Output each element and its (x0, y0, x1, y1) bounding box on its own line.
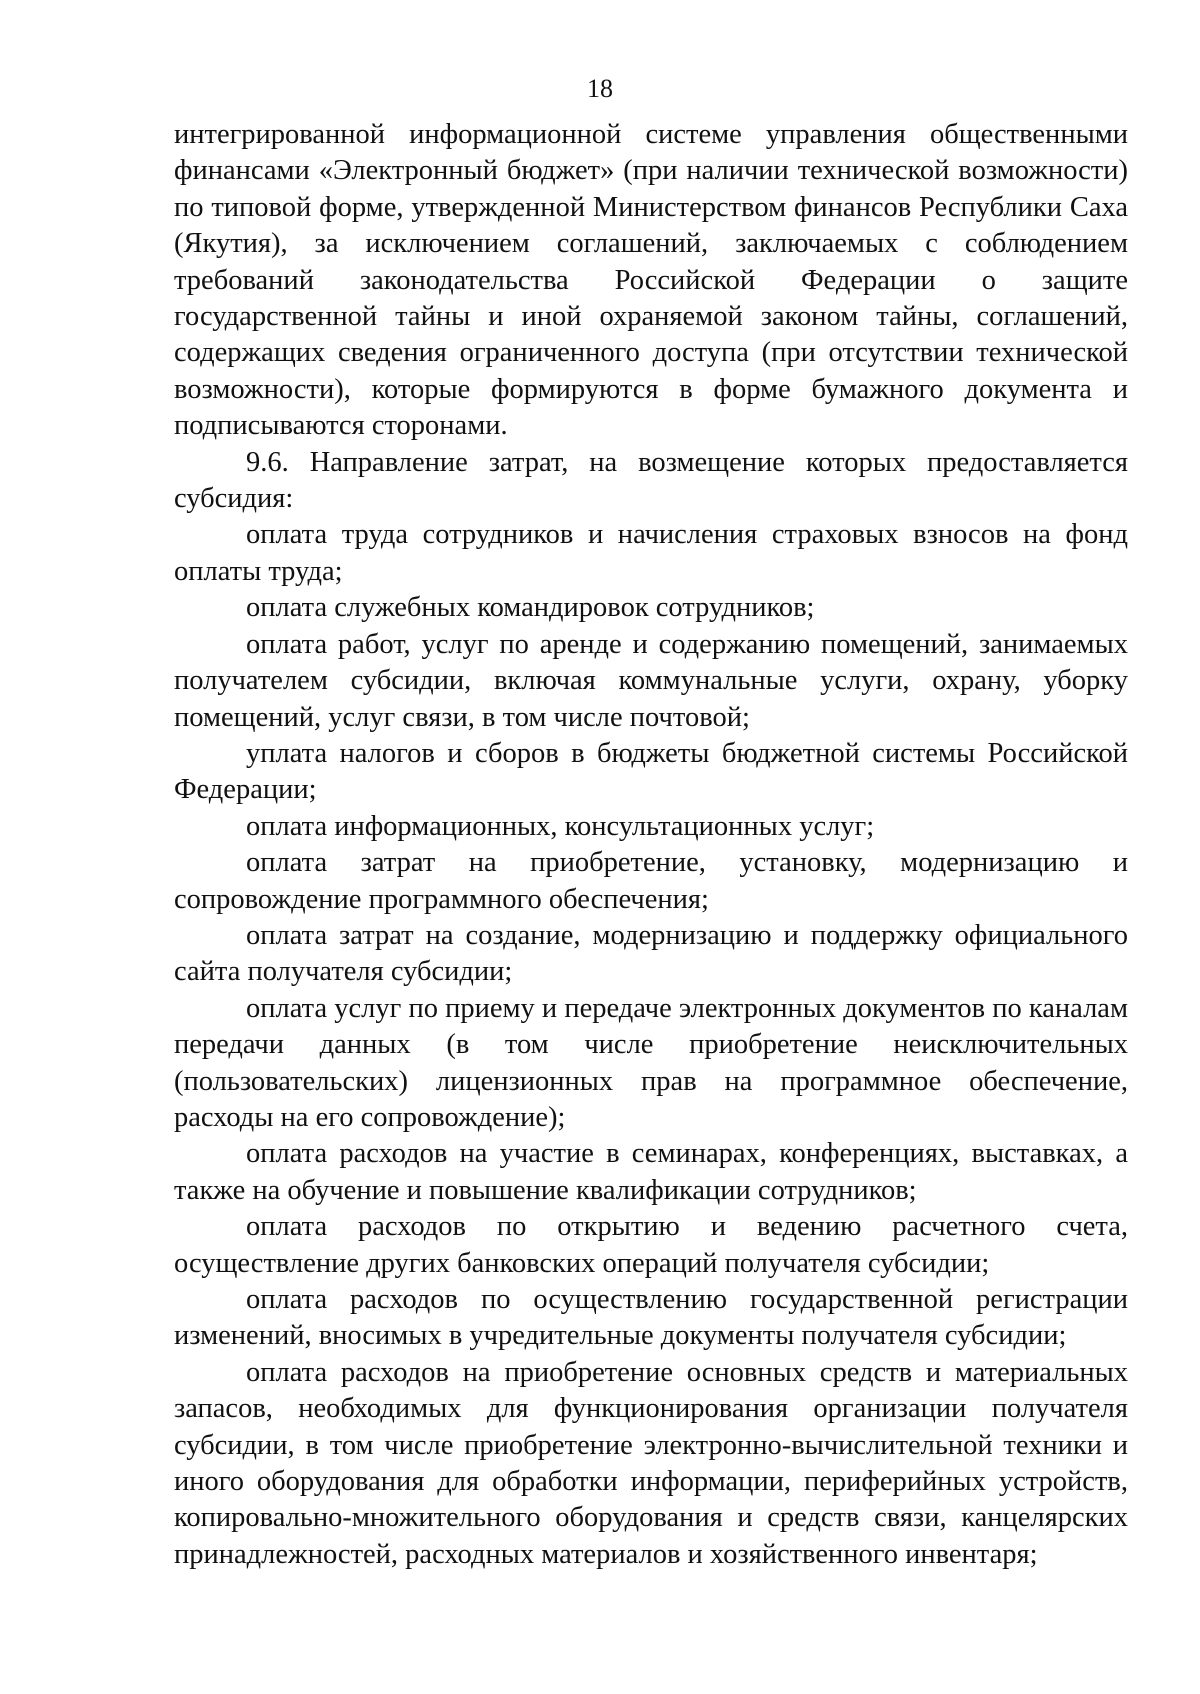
paragraph-list-item: оплата информационных, консультационных услуг; (246, 810, 875, 842)
page-number: 18 (587, 74, 613, 103)
paragraph-list-item: оплата расходов на приобретение основных средств и материальных запасов, необходимых для функционирования организации получателя субсидии, в том числе приобретение электронно-вычислительной техники и иного оборудования для обработки информации, периферийных устройств, копировально-множительного оборудования и средств связи, канцелярских принадлежностей, расходных материалов и хозяйственного инвентаря; (174, 1356, 1128, 1570)
paragraph-clause-9-6: 9.6. Направление затрат, на возмещение которых предоставляется субсидия: (174, 446, 1128, 515)
paragraph-list-item: оплата работ, услуг по аренде и содержанию помещений, занимаемых получателем субсидии, включая коммунальные услуги, охрану, уборку помещений, услуг связи, в том числе почтовой; (174, 628, 1128, 733)
document-body (174, 117, 1128, 1573)
paragraph-list-item: оплата расходов на участие в семинарах, конференциях, выставках, а также на обучение и повышение квалификации сотрудников; (174, 1138, 1128, 1206)
paragraph-list-item: оплата затрат на создание, модернизацию и поддержку официального сайта получателя субсидии; (174, 919, 1128, 988)
paragraph-list-item: оплата труда сотрудников и начисления страховых взносов на фонд оплаты труда; (174, 519, 1128, 587)
paragraph-list-item: уплата налогов и сборов в бюджеты бюджетной системы Российской Федерации; (174, 737, 1128, 806)
paragraph-list-item: оплата затрат на приобретение, установку, модернизацию и сопровождение программного обеспечения; (174, 847, 1128, 915)
paragraph-list-item: оплата расходов по открытию и ведению расчетного счета, осуществление других банковских операций получателя субсидии; (174, 1211, 1128, 1279)
paragraph-list-item: оплата услуг по приему и передаче электронных документов по каналам передачи данных (в том числе приобретение неисключительных (пользовательских) лицензионных прав на программное обеспечение, расходы на его сопровождение); (174, 992, 1128, 1133)
paragraph-list-item: оплата служебных командировок сотрудников; (246, 592, 815, 624)
paragraph-continuation: интегрированной информационной системе управления общественными финансами «Электронный бюджет» (при наличии технической возможности) по типовой форме, утвержденной Министерством финансов Республики Саха (Якутия), за исключением соглашений, заключаемых с соблюдением требований законодательства Российской Федерации о защите государственной тайны и иной охраняемой законом тайны, соглашений, содержащих сведения ограниченного доступа (при отсутствии технической возможности), которые формируются в форме бумажного документа и подписываются сторонами. (174, 119, 1128, 442)
paragraph-list-item: оплата расходов по осуществлению государственной регистрации изменений, вносимых в учредительные документы получателя субсидии; (174, 1284, 1128, 1352)
